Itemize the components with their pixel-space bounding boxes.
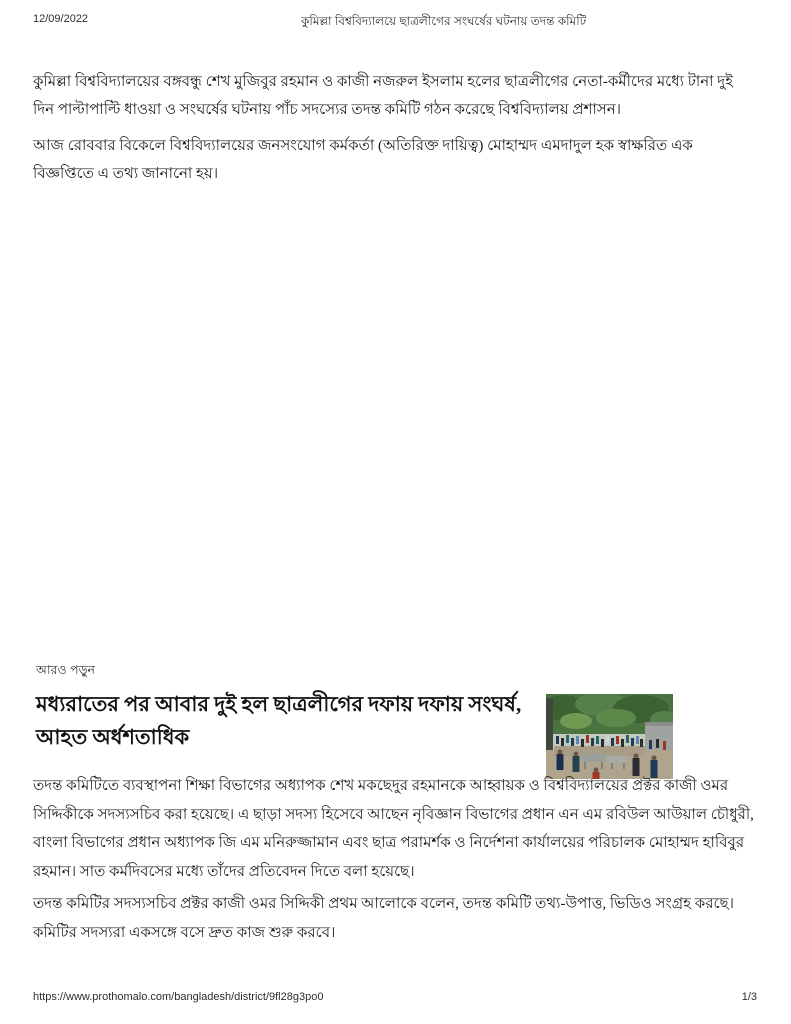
print-footer-url: https://www.prothomalo.com/bangladesh/district/9fl28g3po0 xyxy=(33,991,324,1003)
article-paragraph: তদন্ত কমিটিতে ব্যবস্থাপনা শিক্ষা বিভাগের অধ্যাপক শেখ মকছেদুর রহমানকে আহ্বায়ক ও বিশ্ববিদ্যালয়ের প্রক্টর কাজী ওমর সিদ্দিকীকে সদস্যসচিব করা হয়েছে। এ ছাড়া সদস্য হিসেবে আছেন নৃবিজ্ঞান বিভাগের প্রধান এন এম রবিউল আউয়াল চৌধুরী, বাংলা বিভাগের প্রধান অধ্যাপক জি এম মনিরুজ্জামান এবং ছাত্র পরামর্শক ও নির্দেশনা কার্যালয়ের পরিচালক মোহাম্মদ হাবিবুর রহমান। সাত কর্মদিবসের মধ্যে তাঁদের প্রতিবেদন দিতে বলা হয়েছে। xyxy=(33,778,754,880)
read-more-label: আরও পড়ুন xyxy=(36,663,95,677)
print-footer-page-indicator: 1/3 xyxy=(741,991,757,1003)
article-body xyxy=(33,772,756,951)
article-paragraph: কুমিল্লা বিশ্ববিদ্যালয়ের বঙ্গবন্ধু শেখ মুজিবুর রহমান ও কাজী নজরুল ইসলাম হলের ছাত্রলীগের নেতা-কর্মীদের মধ্যে টানা দুই দিন পাল্টাপাল্টি ধাওয়া ও সংঘর্ষের ঘটনায় পাঁচ সদস্যের তদন্ত কমিটি গঠন করেছে বিশ্ববিদ্যালয় প্রশাসন। xyxy=(33,74,733,118)
article-intro xyxy=(33,68,756,196)
article-thumbnail-image xyxy=(546,694,673,779)
print-header-date: 12/09/2022 xyxy=(33,13,89,25)
print-header-title: কুমিল্লা বিশ্ববিদ্যালয়ে ছাত্রলীগের সংঘর্ষের ঘটনায় তদন্ত কমিটি xyxy=(301,14,587,28)
article-paragraph: আজ রোববার বিকেলে বিশ্ববিদ্যালয়ের জনসংযোগ কর্মকর্তা (অতিরিক্ত দায়িত্ব) মোহাম্মদ এমদাদুল হক স্বাক্ষরিত এক বিজ্ঞপ্তিতে এ তথ্য জানানো হয়। xyxy=(33,138,693,182)
read-more-section xyxy=(36,662,542,754)
article-paragraph: তদন্ত কমিটির সদস্যসচিব প্রক্টর কাজী ওমর সিদ্দিকী প্রথম আলোকে বলেন, তদন্ত কমিটি তথ্য-উপাত্ত, ভিডিও সংগ্রহ করছে। কমিটির সদস্যরা একসঙ্গে বসে দ্রুত কাজ শুরু করবে। xyxy=(33,896,734,941)
read-more-headline: মধ্যরাতের পর আবার দুই হল ছাত্রলীগের দফায় দফায় সংঘর্ষ, আহত অর্ধশতাধিক xyxy=(36,692,522,749)
